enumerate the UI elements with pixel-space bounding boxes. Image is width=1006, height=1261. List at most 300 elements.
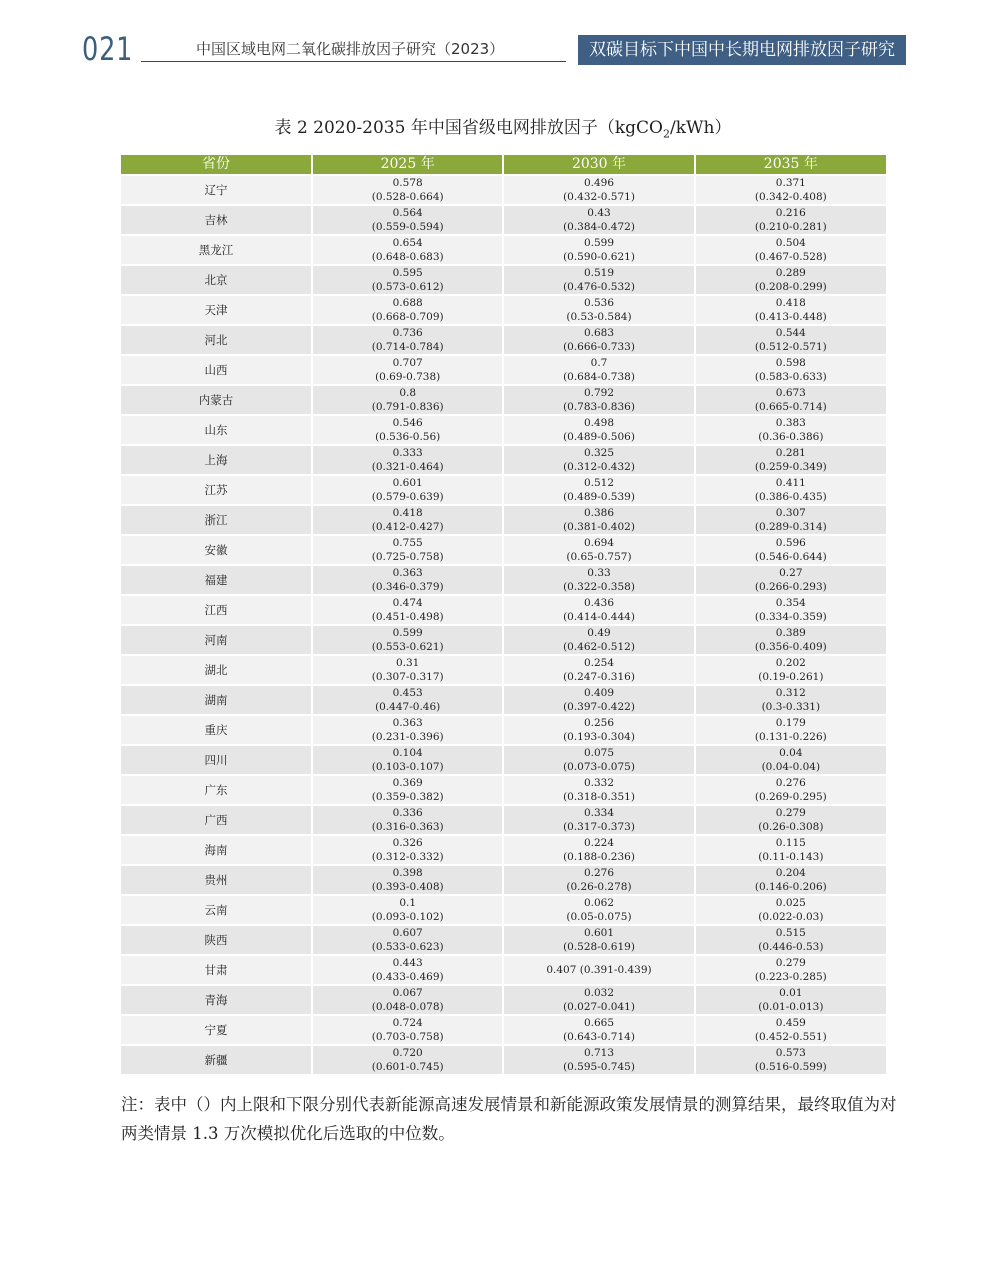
table-row	[121, 1045, 886, 1074]
section-badge: 双碳目标下中国中长期电网排放因子研究	[578, 35, 906, 65]
factor-cell-y2030	[503, 535, 694, 565]
factor-value: 0.398	[392, 867, 423, 879]
factor-cell-y2030	[503, 835, 694, 865]
factor-value: 0.411	[775, 477, 806, 489]
table-caption	[0, 113, 1006, 140]
factor-range: (0.648-0.683)	[371, 251, 444, 263]
report-title: 中国区域电网二氧化碳排放因子研究（2023）	[196, 40, 505, 58]
factor-cell-y2035	[695, 865, 886, 895]
factor-value: 0.601	[583, 927, 615, 939]
factor-cell-y2025	[312, 895, 503, 925]
factor-cell-y2030	[503, 385, 694, 415]
table-row	[121, 715, 886, 745]
table-row	[121, 205, 886, 235]
factor-cell-y2025	[312, 355, 503, 385]
factor-cell-y2030	[503, 265, 694, 295]
factor-value: 0.204	[775, 867, 806, 879]
factor-value: 0.49	[587, 627, 611, 639]
factor-cell-y2035	[695, 565, 886, 595]
factor-range: (0.559-0.594)	[371, 221, 444, 233]
table-body	[121, 175, 886, 1074]
factor-value: 0.515	[775, 927, 806, 939]
table-row	[121, 325, 886, 355]
factor-range: (0.489-0.539)	[563, 491, 635, 503]
factor-range: (0.317-0.373)	[563, 821, 635, 833]
factor-range: (0.146-0.206)	[754, 881, 827, 893]
factor-range: (0.048-0.078)	[371, 1001, 444, 1013]
factor-value: 0.573	[775, 1047, 806, 1059]
factor-cell-y2035	[695, 235, 886, 265]
factor-range: (0.536-0.56)	[375, 431, 441, 443]
factor-cell-y2025	[312, 1015, 503, 1045]
factor-range: (0.462-0.512)	[563, 641, 635, 653]
factor-value: 0.418	[392, 507, 423, 519]
factor-range: (0.725-0.758)	[371, 551, 444, 563]
factor-value: 0.04	[779, 747, 803, 759]
factor-value: 0.453	[392, 687, 423, 699]
factor-cell-y2025	[312, 265, 503, 295]
factor-value: 0.369	[392, 777, 423, 789]
factor-cell-y2025	[312, 595, 503, 625]
factor-value: 0.720	[392, 1047, 423, 1059]
factor-cell-y2025	[312, 475, 503, 505]
factor-value: 0.062	[583, 897, 615, 909]
factor-range: (0.783-0.836)	[563, 401, 635, 413]
factor-range: (0.073-0.075)	[563, 761, 635, 773]
factor-value: 0.256	[583, 717, 615, 729]
factor-value: 0.307	[775, 507, 806, 519]
factor-cell-y2035	[695, 685, 886, 715]
factor-value: 0.601	[392, 477, 423, 489]
factor-value: 0.713	[583, 1047, 615, 1059]
province-cell: 湖北	[121, 655, 312, 685]
factor-value: 0.8	[399, 387, 417, 399]
factor-cell-y2025	[312, 415, 503, 445]
province-cell: 河北	[121, 325, 312, 355]
factor-value: 0.459	[775, 1017, 806, 1029]
factor-range: (0.489-0.506)	[563, 431, 635, 443]
factor-cell-y2030	[503, 805, 694, 835]
province-cell: 吉林	[121, 205, 312, 235]
factor-cell-y2035	[695, 175, 886, 205]
factor-value: 0.564	[392, 207, 423, 219]
emission-factor-table	[121, 155, 886, 1074]
factor-value: 0.474	[392, 597, 423, 609]
factor-cell-y2025	[312, 715, 503, 745]
factor-range: (0.601-0.745)	[371, 1061, 444, 1073]
factor-range: (0.26-0.308)	[758, 821, 824, 833]
table-row	[121, 235, 886, 265]
factor-cell-y2025	[312, 385, 503, 415]
header-2030: 2030 年	[503, 155, 694, 175]
factor-cell-y2030	[503, 1045, 694, 1074]
factor-value: 0.31	[395, 657, 420, 669]
factor-cell-y2030	[503, 865, 694, 895]
factor-cell-y2035	[695, 925, 886, 955]
caption-suffix: /kWh）	[669, 118, 732, 138]
table-row	[121, 655, 886, 685]
factor-range: (0.266-0.293)	[754, 581, 827, 593]
table-row	[121, 895, 886, 925]
factor-cell-y2030	[503, 355, 694, 385]
factor-value: 0.598	[775, 357, 806, 369]
table-row	[121, 505, 886, 535]
factor-range: (0.322-0.358)	[563, 581, 635, 593]
province-cell: 黑龙江	[121, 235, 312, 265]
factor-range: (0.412-0.427)	[371, 521, 444, 533]
factor-cell-y2030	[503, 325, 694, 355]
factor-cell-y2025	[312, 865, 503, 895]
caption-prefix: 表 2 2020-2035 年中国省级电网排放因子（kgCO	[274, 118, 663, 138]
factor-cell-y2025	[312, 925, 503, 955]
factor-value: 0.115	[775, 837, 806, 849]
header-2025: 2025 年	[312, 155, 503, 175]
factor-value: 0.312	[775, 687, 806, 699]
province-cell: 陕西	[121, 925, 312, 955]
province-cell: 福建	[121, 565, 312, 595]
factor-value: 0.336	[392, 807, 423, 819]
factor-range: (0.433-0.469)	[371, 971, 444, 983]
table-row	[121, 775, 886, 805]
factor-value: 0.326	[392, 837, 423, 849]
factor-range: (0.356-0.409)	[754, 641, 827, 653]
factor-range: (0.289-0.314)	[754, 521, 827, 533]
factor-value: 0.334	[583, 807, 615, 819]
factor-value: 0.216	[775, 207, 806, 219]
factor-cell-y2035	[695, 835, 886, 865]
factor-value: 0.386	[583, 507, 615, 519]
province-cell: 浙江	[121, 505, 312, 535]
factor-range: (0.413-0.448)	[754, 311, 827, 323]
factor-cell-y2025	[312, 775, 503, 805]
factor-value: 0.279	[775, 957, 806, 969]
table-row	[121, 535, 886, 565]
factor-range: (0.533-0.623)	[371, 941, 444, 953]
factor-value: 0.363	[392, 567, 423, 579]
factor-value: 0.755	[392, 537, 423, 549]
factor-range: (0.516-0.599)	[754, 1061, 827, 1073]
table-row	[121, 625, 886, 655]
factor-range: (0.3-0.331)	[761, 701, 821, 713]
factor-range: (0.553-0.621)	[371, 641, 444, 653]
factor-cell-y2035	[695, 325, 886, 355]
factor-range: (0.590-0.621)	[563, 251, 635, 263]
factor-value: 0.276	[775, 777, 806, 789]
factor-cell-y2025	[312, 235, 503, 265]
factor-range: (0.307-0.317)	[371, 671, 444, 683]
province-cell: 海南	[121, 835, 312, 865]
factor-cell-y2035	[695, 775, 886, 805]
factor-value: 0.673	[775, 387, 806, 399]
factor-cell-y2025	[312, 535, 503, 565]
province-cell: 河南	[121, 625, 312, 655]
factor-cell-y2025	[312, 685, 503, 715]
factor-value: 0.596	[775, 537, 806, 549]
factor-range: (0.451-0.498)	[371, 611, 444, 623]
header-rule	[141, 61, 566, 62]
factor-value: 0.578	[392, 177, 423, 189]
factor-range: (0.546-0.644)	[754, 551, 827, 563]
factor-value: 0.724	[392, 1017, 423, 1029]
factor-cell-y2030	[503, 685, 694, 715]
factor-value: 0.443	[392, 957, 423, 969]
table-row	[121, 265, 886, 295]
factor-range: (0.210-0.281)	[754, 221, 827, 233]
factor-range: (0.312-0.432)	[563, 461, 635, 473]
factor-cell-y2030	[503, 925, 694, 955]
table-row	[121, 175, 886, 205]
factor-range: (0.223-0.285)	[754, 971, 827, 983]
factor-cell-y2025	[312, 955, 503, 985]
province-cell: 广东	[121, 775, 312, 805]
factor-range: (0.791-0.836)	[371, 401, 444, 413]
factor-value: 0.736	[392, 327, 423, 339]
factor-range: (0.528-0.664)	[371, 191, 444, 203]
factor-range: (0.188-0.236)	[563, 851, 635, 863]
province-cell: 上海	[121, 445, 312, 475]
province-cell: 贵州	[121, 865, 312, 895]
province-cell: 云南	[121, 895, 312, 925]
factor-range: (0.316-0.363)	[371, 821, 444, 833]
factor-cell-y2030	[503, 595, 694, 625]
factor-range: (0.381-0.402)	[563, 521, 635, 533]
factor-cell-y2025	[312, 565, 503, 595]
factor-value: 0.104	[392, 747, 423, 759]
table-row	[121, 295, 886, 325]
factor-cell-y2030	[503, 235, 694, 265]
factor-range: (0.579-0.639)	[371, 491, 444, 503]
factor-range: (0.393-0.408)	[371, 881, 444, 893]
factor-cell-y2025	[312, 985, 503, 1015]
factor-value: 0.504	[775, 237, 806, 249]
factor-value: 0.224	[583, 837, 615, 849]
factor-range: (0.321-0.464)	[371, 461, 444, 473]
factor-value: 0.332	[583, 777, 615, 789]
factor-range: (0.384-0.472)	[563, 221, 635, 233]
factor-cell-y2035	[695, 385, 886, 415]
factor-value: 0.418	[775, 297, 806, 309]
factor-cell-y2035	[695, 475, 886, 505]
factor-value: 0.333	[392, 447, 423, 459]
factor-cell-y2030	[503, 295, 694, 325]
table-row	[121, 985, 886, 1015]
province-cell: 宁夏	[121, 1015, 312, 1045]
factor-value: 0.254	[583, 657, 615, 669]
province-cell: 广西	[121, 805, 312, 835]
factor-value: 0.281	[775, 447, 806, 459]
factor-value: 0.289	[775, 267, 806, 279]
factor-cell-y2030	[503, 565, 694, 595]
factor-range: (0.231-0.396)	[371, 731, 444, 743]
table-row	[121, 925, 886, 955]
province-cell: 北京	[121, 265, 312, 295]
factor-value: 0.688	[392, 297, 423, 309]
factor-range: (0.714-0.784)	[371, 341, 444, 353]
factor-value: 0.325	[583, 447, 615, 459]
caption-subscript: 2	[662, 127, 670, 141]
province-cell: 天津	[121, 295, 312, 325]
factor-cell-y2035	[695, 895, 886, 925]
page-number: 021	[82, 30, 134, 68]
factor-range: (0.684-0.738)	[563, 371, 635, 383]
factor-value: 0.599	[392, 627, 423, 639]
factor-cell-y2035	[695, 295, 886, 325]
factor-range: (0.103-0.107)	[371, 761, 444, 773]
factor-cell-y2025	[312, 445, 503, 475]
factor-cell-y2035	[695, 655, 886, 685]
factor-value: 0.599	[583, 237, 615, 249]
province-cell: 辽宁	[121, 175, 312, 205]
factor-value: 0.383	[775, 417, 806, 429]
factor-range: (0.312-0.332)	[371, 851, 444, 863]
factor-range: (0.359-0.382)	[371, 791, 444, 803]
factor-range: (0.447-0.46)	[375, 701, 441, 713]
factor-cell-y2035	[695, 1045, 886, 1074]
factor-range: (0.668-0.709)	[371, 311, 444, 323]
factor-value: 0.202	[775, 657, 806, 669]
factor-range: (0.36-0.386)	[758, 431, 824, 443]
table-row	[121, 685, 886, 715]
header-2035: 2035 年	[695, 155, 886, 175]
factor-value: 0.025	[775, 897, 806, 909]
factor-range: (0.259-0.349)	[754, 461, 827, 473]
factor-cell-y2025	[312, 325, 503, 355]
factor-cell-y2030	[503, 1015, 694, 1045]
factor-range: (0.414-0.444)	[563, 611, 635, 623]
factor-range: (0.703-0.758)	[371, 1031, 444, 1043]
factor-cell-y2030	[503, 475, 694, 505]
province-cell: 青海	[121, 985, 312, 1015]
factor-cell-y2025	[312, 655, 503, 685]
factor-cell-y2030	[503, 955, 694, 985]
table-row	[121, 445, 886, 475]
factor-range: (0.665-0.714)	[754, 401, 827, 413]
factor-range: (0.022-0.03)	[758, 911, 824, 923]
factor-range: (0.131-0.226)	[754, 731, 827, 743]
factor-cell-y2030	[503, 895, 694, 925]
table-row	[121, 565, 886, 595]
factor-value: 0.595	[392, 267, 423, 279]
table-note: 注：表中（）内上限和下限分别代表新能源高速发展情景和新能源政策发展情景的测算结果，最终取值为对两类情景 1.3 万次模拟优化后选取的中位数。	[121, 1095, 897, 1143]
factor-range: (0.583-0.633)	[754, 371, 827, 383]
table-row	[121, 805, 886, 835]
factor-range: (0.193-0.304)	[563, 731, 635, 743]
factor-cell-y2035	[695, 955, 886, 985]
table-row	[121, 415, 886, 445]
factor-cell-y2035	[695, 355, 886, 385]
factor-value: 0.607	[392, 927, 423, 939]
province-cell: 新疆	[121, 1045, 312, 1074]
factor-value: 0.544	[775, 327, 806, 339]
province-cell: 江苏	[121, 475, 312, 505]
province-cell: 山东	[121, 415, 312, 445]
factor-value: 0.075	[583, 747, 615, 759]
factor-value: 0.654	[392, 237, 423, 249]
factor-value: 0.519	[583, 267, 615, 279]
factor-cell-y2035	[695, 595, 886, 625]
factor-value: 0.067	[392, 987, 423, 999]
factor-range: (0.467-0.528)	[754, 251, 827, 263]
factor-value: 0.354	[775, 597, 806, 609]
factor-value: 0.707	[392, 357, 423, 369]
table-row	[121, 385, 886, 415]
factor-cell-y2030	[503, 205, 694, 235]
factor-range: (0.53-0.584)	[566, 311, 632, 323]
factor-value: 0.694	[583, 537, 615, 549]
factor-cell-y2035	[695, 985, 886, 1015]
factor-cell-y2025	[312, 175, 503, 205]
factor-value: 0.43	[587, 207, 611, 219]
factor-value: 0.01	[779, 987, 803, 999]
factor-value: 0.683	[583, 327, 615, 339]
factor-range: (0.318-0.351)	[563, 791, 635, 803]
province-cell: 甘肃	[121, 955, 312, 985]
factor-value: 0.363	[392, 717, 423, 729]
factor-value: 0.409	[583, 687, 615, 699]
factor-range: (0.027-0.041)	[563, 1001, 635, 1013]
factor-value: 0.27	[779, 567, 803, 579]
factor-range: (0.208-0.299)	[754, 281, 827, 293]
factor-cell-y2030	[503, 175, 694, 205]
factor-cell-y2035	[695, 715, 886, 745]
factor-range: (0.346-0.379)	[371, 581, 444, 593]
factor-cell-y2025	[312, 805, 503, 835]
factor-cell-y2025	[312, 835, 503, 865]
province-cell: 内蒙古	[121, 385, 312, 415]
factor-value: 0.179	[775, 717, 806, 729]
factor-value: 0.7	[590, 357, 608, 369]
factor-cell-y2035	[695, 445, 886, 475]
factor-range: (0.01-0.013)	[758, 1001, 824, 1013]
factor-cell-y2025	[312, 205, 503, 235]
factor-range: (0.397-0.422)	[563, 701, 635, 713]
table-row	[121, 745, 886, 775]
factor-cell-y2030	[503, 745, 694, 775]
factor-range: (0.247-0.316)	[563, 671, 635, 683]
factor-range: (0.269-0.295)	[754, 791, 827, 803]
factor-value: 0.1	[399, 897, 417, 909]
factor-value: 0.436	[583, 597, 615, 609]
factor-range: (0.512-0.571)	[754, 341, 827, 353]
factor-value: 0.792	[583, 387, 615, 399]
province-cell: 山西	[121, 355, 312, 385]
factor-value: 0.032	[583, 987, 615, 999]
factor-value: 0.407 (0.391-0.439)	[546, 964, 652, 976]
factor-cell-y2035	[695, 1015, 886, 1045]
factor-cell-y2035	[695, 805, 886, 835]
table-row	[121, 475, 886, 505]
factor-cell-y2025	[312, 745, 503, 775]
factor-cell-y2030	[503, 625, 694, 655]
province-cell: 湖南	[121, 685, 312, 715]
factor-cell-y2035	[695, 265, 886, 295]
table-row	[121, 595, 886, 625]
factor-value: 0.33	[587, 567, 611, 579]
factor-range: (0.342-0.408)	[754, 191, 827, 203]
factor-range: (0.432-0.571)	[563, 191, 635, 203]
factor-range: (0.26-0.278)	[566, 881, 632, 893]
factor-value: 0.546	[392, 417, 423, 429]
factor-range: (0.595-0.745)	[563, 1061, 635, 1073]
factor-cell-y2030	[503, 985, 694, 1015]
factor-cell-y2025	[312, 1045, 503, 1074]
factor-range: (0.643-0.714)	[563, 1031, 635, 1043]
factor-cell-y2035	[695, 205, 886, 235]
province-cell: 江西	[121, 595, 312, 625]
factor-range: (0.093-0.102)	[371, 911, 444, 923]
factor-range: (0.04-0.04)	[761, 761, 821, 773]
factor-cell-y2035	[695, 505, 886, 535]
